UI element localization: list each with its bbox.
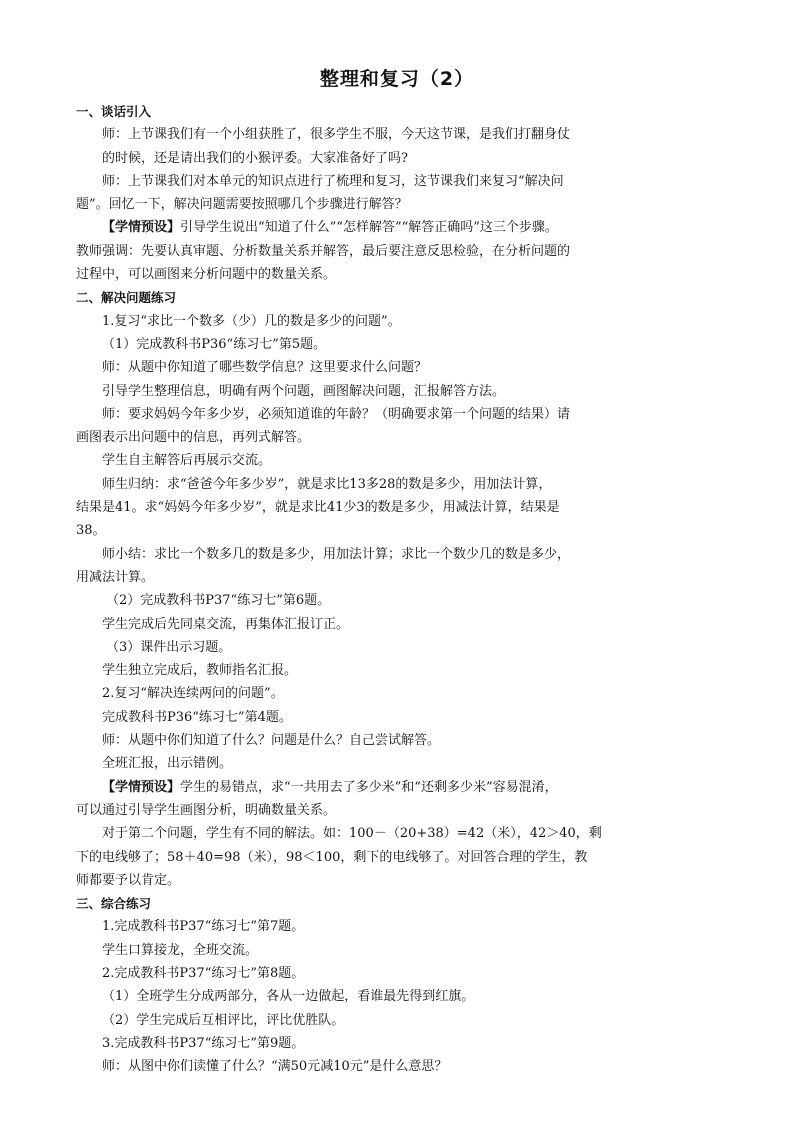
text-line: 下的电线够了；58＋40=98（米），98＜100，剩下的电线够了。对回答合理的学生，教 <box>76 849 588 865</box>
text-line: 38。 <box>76 523 106 539</box>
text-line: 对于第二个问题，学生有不同的解法。如：100－（20+38）=42（米），42＞40，剩 <box>102 826 602 842</box>
text-line: （1）完成教科书P36“练习七”第5题。 <box>102 336 327 352</box>
text-line: 师生归纳：求“爸爸今年多少岁”，就是求比13多28的数是多少，用加法计算， <box>102 476 552 492</box>
document-body <box>76 100 716 1078</box>
text-line <box>76 776 716 799</box>
text-line: （2）完成教科书P37“练习七”第6题。 <box>106 593 331 609</box>
text-line: 画图表示出问题中的信息，再列式解答。 <box>76 430 311 446</box>
text-line: 2.复习“解决连续两问的问题”。 <box>102 686 284 702</box>
text-line: 师：从题中你知道了哪些数学信息？这里要求什么问题？ <box>102 360 428 376</box>
text-line: 学生独立完成后，教师指名汇报。 <box>102 663 298 679</box>
text-line: 过程中，可以画图来分析问题中的数量关系。 <box>76 267 337 283</box>
emphasis-label: 【学情预设】 <box>102 779 181 795</box>
section-heading: 一、谈话引入 <box>76 104 152 119</box>
text-line: 题”。回忆一下，解决问题需要按照哪几个步骤进行解答？ <box>76 197 408 213</box>
text-line: 结果是41。求“妈妈今年多少岁”，就是求比41少3的数是多少，用减法计算，结果是 <box>76 500 560 516</box>
text-line: 学生口算接龙，全班交流。 <box>102 942 259 958</box>
text-line: 1.复习“求比一个数多（少）几的数是多少的问题”。 <box>102 313 401 329</box>
text-line: 用减法计算。 <box>76 569 155 585</box>
text-line: 的时候，还是请出我们的小猴评委。大家准备好了吗? <box>102 150 408 166</box>
text-line: 全班汇报，出示错例。 <box>102 756 233 772</box>
text-line: （3）课件出示习题。 <box>106 639 232 655</box>
line-text: 引导学生说出“知道了什么”“怎样解答”“解答正确吗”这三个步骤。 <box>180 220 558 236</box>
emphasis-label: 【学情预设】 <box>102 220 181 236</box>
text-line: 引导学生整理信息，明确有两个问题，画图解决问题，汇报解答方法。 <box>102 383 506 399</box>
text-line: 师：上节课我们对本单元的知识点进行了梳理和复习，这节课我们来复习“解决问 <box>102 173 564 189</box>
page-title: 整理和复习（2） <box>319 68 475 90</box>
text-line: 师：要求妈妈今年多少岁，必须知道谁的年龄？（明确要求第一个问题的结果）请 <box>102 406 571 422</box>
text-line: 3.完成教科书P37“练习七”第9题。 <box>102 1035 305 1051</box>
text-line: 完成教科书P36“练习七”第4题。 <box>102 709 292 725</box>
section-heading: 三、综合练习 <box>76 896 152 912</box>
text-line: （1）全班学生分成两部分，各从一边做起，看谁最先得到红旗。 <box>102 989 475 1005</box>
text-line: 2.完成教科书P37“练习七”第8题。 <box>102 965 305 981</box>
text-line: 可以通过引导学生画图分析，明确数量关系。 <box>76 802 337 818</box>
text-line: 师：从题中你们知道了什么？问题是什么？自己尝试解答。 <box>102 733 441 749</box>
text-line: 学生完成后先同桌交流，再集体汇报订正。 <box>102 616 350 632</box>
text-line: 师：从图中你们读懂了什么？“满50元减10元”是什么意思？ <box>102 1059 448 1075</box>
text-line: 师都要予以肯定。 <box>76 872 181 888</box>
text-line: 师小结：求比一个数多几的数是多少，用加法计算；求比一个数少几的数是多少， <box>102 546 571 562</box>
text-line: 师：上节课我们有一个小组获胜了，很多学生不服，今天这节课，是我们打翻身仗 <box>102 127 571 143</box>
text-line <box>76 216 716 239</box>
section-heading: 二、解决问题练习 <box>76 290 177 306</box>
text-line: 学生自主解答后再展示交流。 <box>102 453 272 469</box>
text-line: 1.完成教科书P37“练习七”第7题。 <box>102 919 305 935</box>
text-line: 教师强调：先要认真审题、分析数量关系并解答，最后要注意反思检验，在分析问题的 <box>76 243 571 259</box>
text-line: （2）学生完成后互相评比，评比优胜队。 <box>102 1012 345 1028</box>
line-text: 学生的易错点，求“一共用去了多少米”和“还剩多少米”容易混淆， <box>180 779 558 795</box>
